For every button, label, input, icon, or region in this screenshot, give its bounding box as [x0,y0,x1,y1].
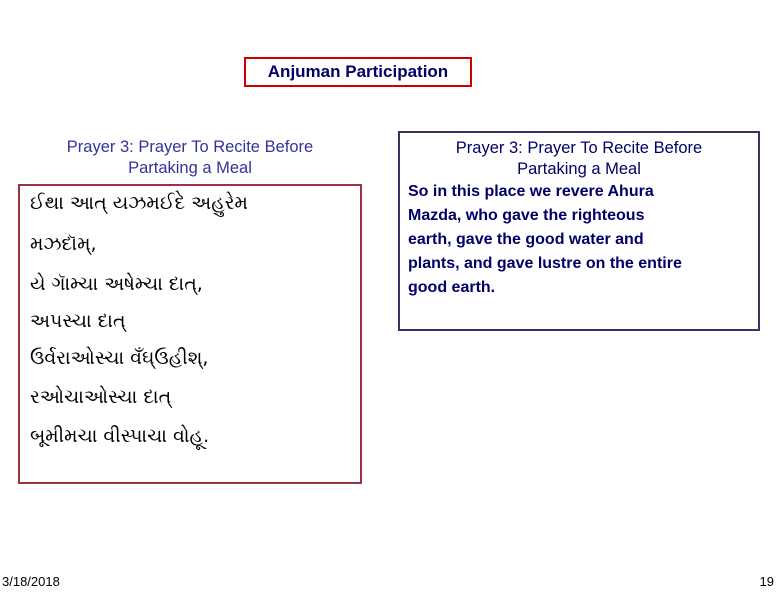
translation-line-5: good earth. [408,279,496,296]
gujarati-line-4: અપસ્ચા દાત્ [30,310,126,332]
translation-line-2: Mazda, who gave the righteous [408,207,645,224]
translation-line-4: plants, and gave lustre on the entire [408,255,682,272]
footer-date: 3/18/2018 [2,574,60,589]
page-number: 19 [759,574,774,589]
slide-title-text: Anjuman Participation [267,62,449,81]
gujarati-prayer-box [18,184,362,484]
right-heading-line2: Partaking a Meal [517,160,641,178]
gujarati-line-6: રઓચાઓસ્ચા દાત્ [30,386,172,408]
gujarati-line-7: બૂમીમચા વીસ્પાચા વોહૂ. [30,425,210,447]
gujarati-line-5: ઉર્વરાઓસ્ચા વઁઘ્ઉહીશ્, [30,347,209,369]
slide-title [244,57,472,87]
right-heading [408,138,750,180]
gujarati-line-1: ઈથા આત્ યઝમઈદે અહુરેમ [30,192,248,214]
left-heading-line2: Partaking a Meal [128,159,252,177]
left-heading [20,137,360,179]
gujarati-line-2: મઝદૉમ્, [30,233,97,255]
translation-box [398,131,760,331]
translation-text [408,180,750,300]
translation-line-1: So in this place we revere Ahura [408,183,654,200]
right-heading-line1: Prayer 3: Prayer To Recite Before [455,139,703,157]
translation-line-3: earth, gave the good water and [408,231,644,248]
left-heading-line1: Prayer 3: Prayer To Recite Before [66,138,314,156]
gujarati-line-3: યે ગાૅમ્ચા અષેમ્ચા દાત્, [30,273,203,295]
